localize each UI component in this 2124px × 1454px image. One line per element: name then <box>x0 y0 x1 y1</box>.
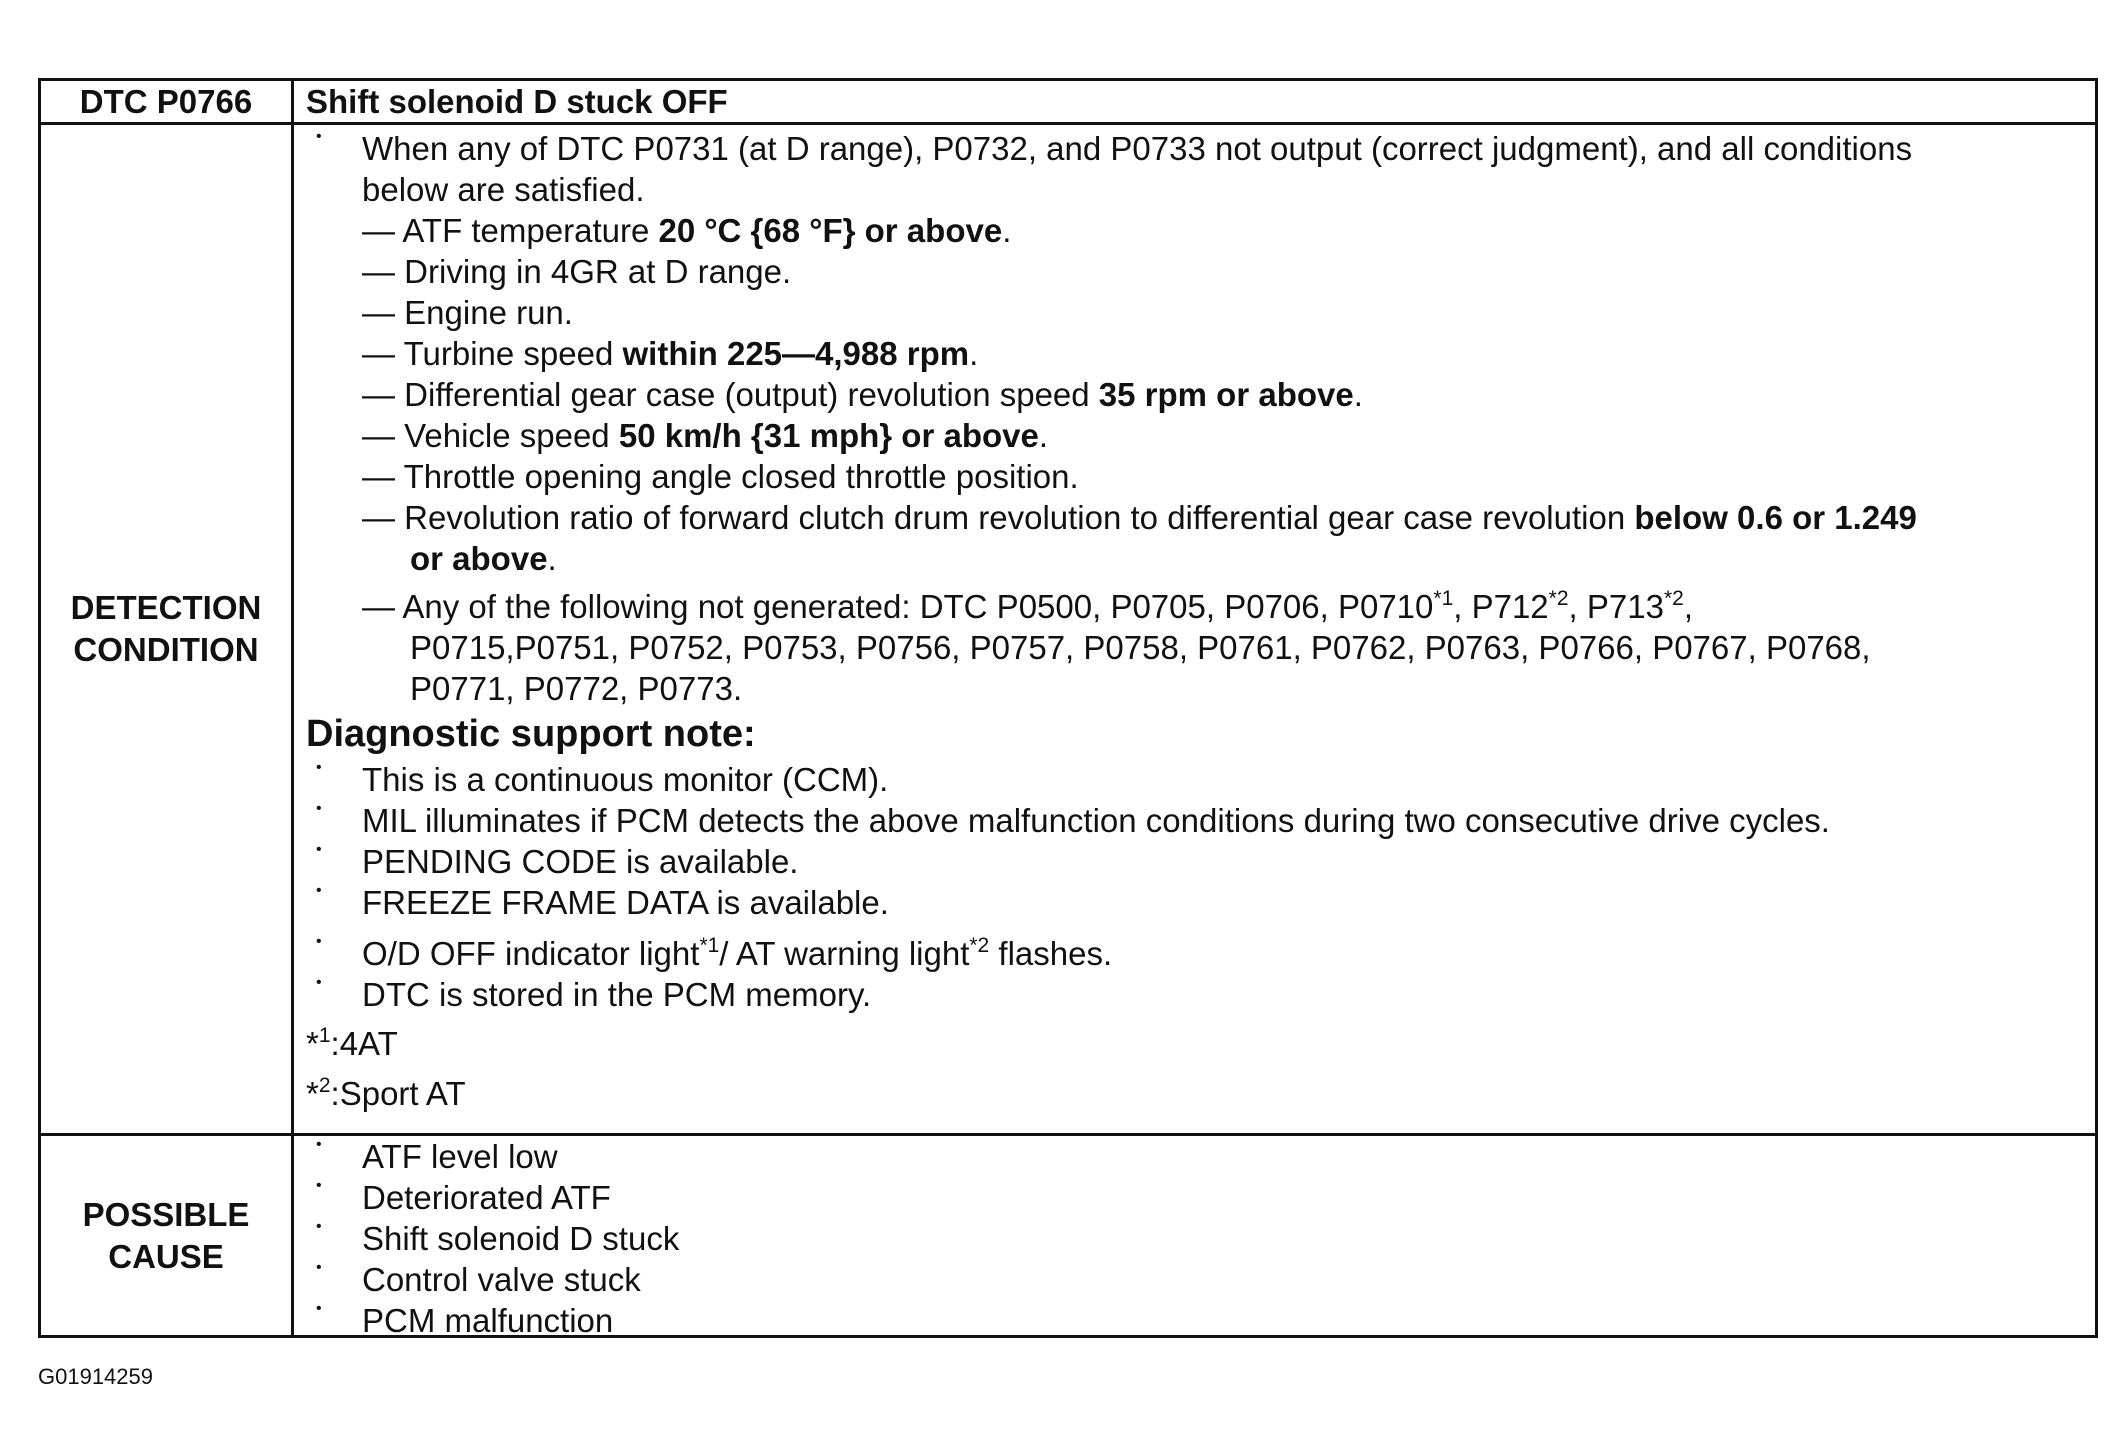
dtc-table <box>38 78 2098 1338</box>
condition-differential-speed: — Differential gear case (output) revolution speed 35 rpm or above. <box>362 376 1363 413</box>
cause-item: Shift solenoid D stuck <box>362 1220 680 1257</box>
cause-item: ATF level low <box>362 1138 558 1175</box>
intro-line-1: When any of DTC P0731 (at D range), P0732, and P0733 not output (correct judgment), and all conditions <box>362 130 1913 167</box>
bullet: • <box>316 841 322 858</box>
detection-condition-label <box>41 125 291 1133</box>
note-mil: MIL illuminates if PCM detects the above malfunction conditions during two consecutive drive cycles. <box>362 802 1830 839</box>
footnote-2: *$^2$:Sport AT <box>306 1074 466 1112</box>
bullet: • <box>316 1218 322 1235</box>
condition-atf-temperature: — ATF temperature 20 °C {68 °F} or above. <box>362 212 1012 249</box>
cause-item: Control valve stuck <box>362 1261 641 1298</box>
possible-cause-label <box>41 1136 291 1335</box>
dtc-code: DTC P0766 <box>79 82 253 120</box>
note-stored: DTC is stored in the PCM memory. <box>362 976 872 1013</box>
condition-throttle: — Throttle opening angle closed throttle position. <box>362 458 1079 495</box>
detection-condition-content <box>294 125 2095 1133</box>
condition-revolution-ratio: — Revolution ratio of forward clutch drum revolution to differential gear case revolution below 0.6 or 1.249 <box>362 499 1917 536</box>
intro-line-2: below are satisfied. <box>362 171 645 208</box>
bullet: • <box>316 800 322 817</box>
cause-item: PCM malfunction <box>362 1302 614 1339</box>
bullet: • <box>316 882 322 899</box>
cause-label-line1: POSSIBLE <box>82 1195 250 1233</box>
condition-dtc-list-line-2: P0715,P0751, P0752, P0753, P0756, P0757, P0758, P0761, P0762, P0763, P0766, P0767, P0768, <box>410 629 1871 666</box>
footnote-1: *$^1$:4AT <box>306 1024 398 1062</box>
bullet: • <box>316 1300 322 1317</box>
bullet: • <box>316 1177 322 1194</box>
detection-label-line2: CONDITION <box>73 631 259 668</box>
detection-label-line1: DETECTION <box>70 589 262 626</box>
figure-id: G01914259 <box>38 1364 153 1389</box>
condition-driving: — Driving in 4GR at D range. <box>362 253 792 290</box>
support-note-title: Diagnostic support note: <box>306 713 756 755</box>
note-pending: PENDING CODE is available. <box>362 843 799 880</box>
note-freeze: FREEZE FRAME DATA is available. <box>362 884 889 921</box>
bullet: • <box>316 759 322 776</box>
bullet: • <box>316 128 322 145</box>
note-od-off: O/D OFF indicator light$^{*1}$/ AT warning light$^{*2}$ flashes. <box>362 934 1113 972</box>
dtc-title: Shift solenoid D stuck OFF <box>306 83 728 120</box>
cause-item: Deteriorated ATF <box>362 1179 611 1216</box>
condition-engine: — Engine run. <box>362 294 573 331</box>
condition-vehicle-speed: — Vehicle speed 50 km/h {31 mph} or above. <box>362 417 1049 454</box>
condition-turbine-speed: — Turbine speed within 225—4,988 rpm. <box>362 335 979 372</box>
dtc-title-cell <box>294 81 2095 122</box>
bullet: • <box>316 1136 322 1153</box>
bullet: • <box>316 933 322 950</box>
condition-revolution-ratio-cont: or above. <box>410 540 557 577</box>
bullet: • <box>316 1259 322 1276</box>
condition-dtc-list-line-3: P0771, P0772, P0773. <box>410 670 743 707</box>
note-ccm: This is a continuous monitor (CCM). <box>362 761 889 798</box>
possible-cause-content <box>294 1136 2095 1339</box>
bullet: • <box>316 974 322 991</box>
dtc-code-cell <box>41 81 291 122</box>
cause-label-line2: CAUSE <box>108 1237 224 1275</box>
condition-dtc-not-generated: — Any of the following not generated: DTC P0500, P0705, P0706, P0710$^{*1}$, P712$^{*2}$, P713$^{*2}$, <box>362 587 1693 625</box>
